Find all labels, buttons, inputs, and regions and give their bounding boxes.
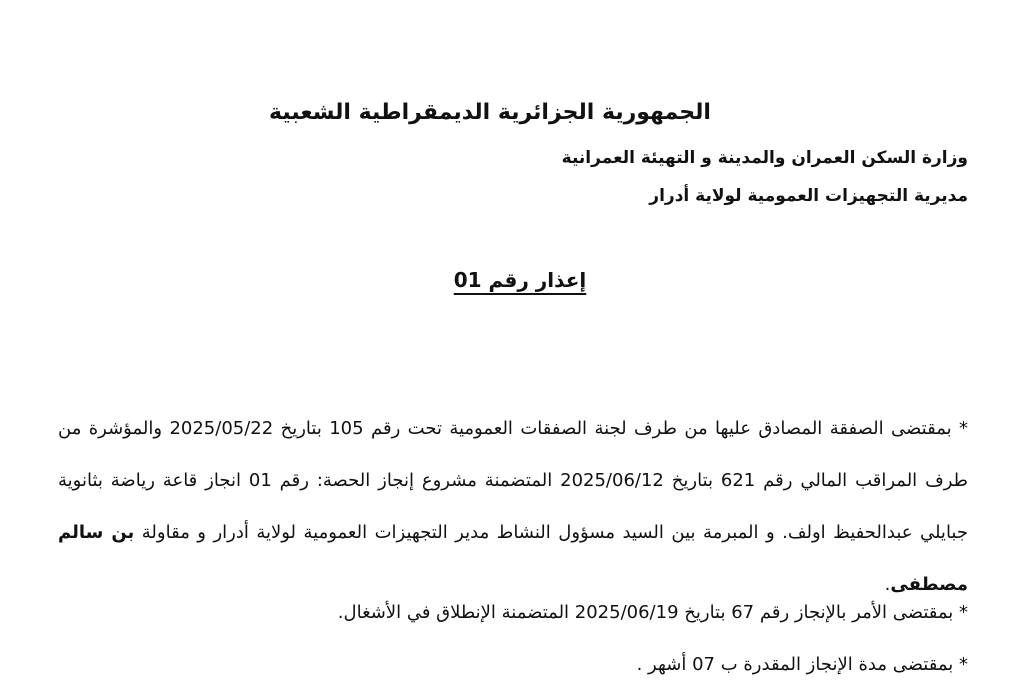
paragraph-contract-text: * بمقتضى الصفقة المصادق عليها من طرف لجنة الصفقات العمومية تحت رقم 105 بتاريخ 2025/05/22 والمؤشرة من طرف المراقب المالي رقم 621 بتاريخ 2025/06/12 المتضمنة مشروع إنجاز الحصة: رقم 01 انجاز قاعة رياضة بثانوية جبايلي عبدالحفيظ اولف. و المبرمة بين السيد مسؤول النشاط مدير التجهيزات العمومية لولاية أدرار و مقاولة (58, 418, 968, 543)
republic-title: الجمهورية الجزائرية الديمقراطية الشعبية (269, 100, 711, 125)
paragraph-contract-end: . (884, 574, 891, 595)
directorate-line: مديرية التجهيزات العمومية لولاية أدرار (649, 186, 968, 206)
ministry-line: وزارة السكن العمران والمدينة و التهيئة العمرانية (561, 148, 968, 168)
paragraph-duration: * بمقتضى مدة الإنجاز المقدرة ب 07 أشهر . (636, 654, 968, 675)
contractor-name: بن سالم مصطفى (58, 522, 968, 595)
notice-title: إعذار رقم 01 (453, 268, 587, 292)
paragraph-contract (58, 403, 968, 611)
paragraph-work-order: * بمقتضى الأمر بالإنجاز رقم 67 بتاريخ 2025/06/19 المتضمنة الإنطلاق في الأشغال. (337, 602, 968, 623)
